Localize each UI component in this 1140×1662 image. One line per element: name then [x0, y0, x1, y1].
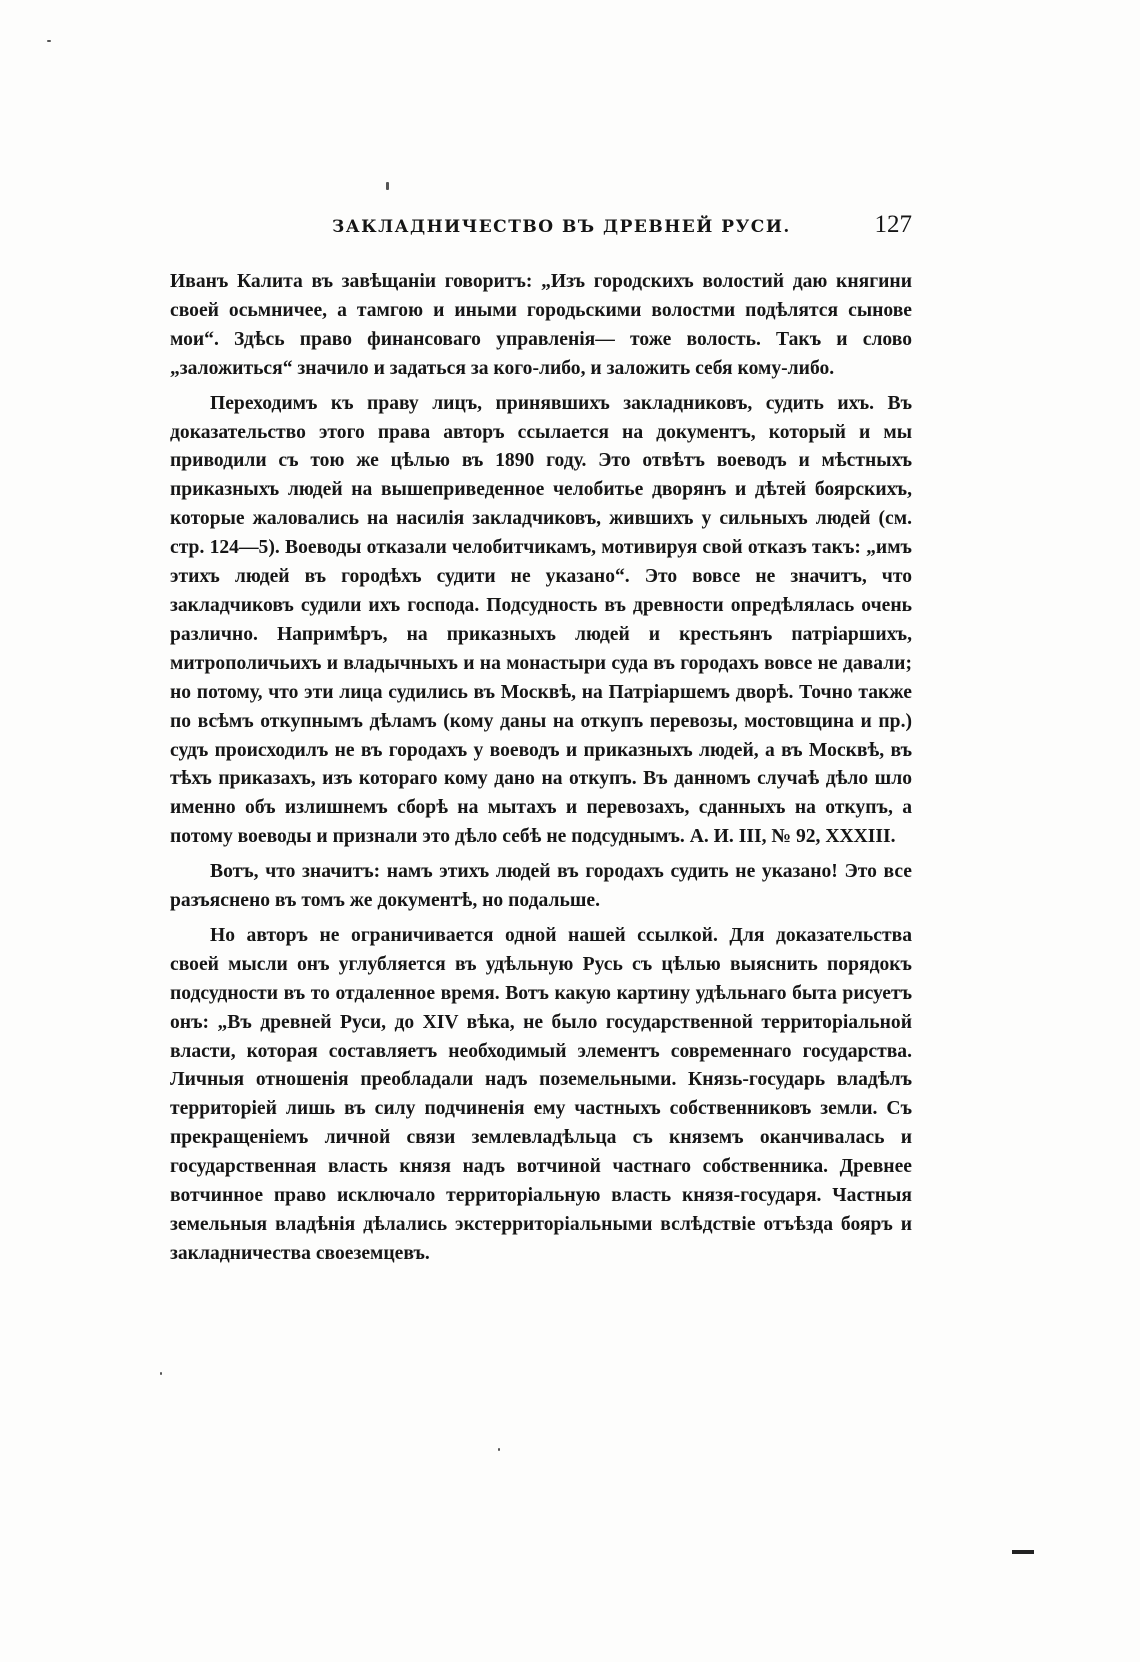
running-title: ЗАКЛАДНИЧЕСТВО ВЪ ДРЕВНЕЙ РУСИ. [332, 217, 791, 237]
print-speck [386, 182, 389, 190]
paragraph: Но авторъ не ограничивается одной нашей ссылкой. Для доказательства своей мысли онъ углубляется въ удѣльную Русь съ цѣлью выяснить порядокъ подсудности въ то отдаленное время. Вотъ какую картину удѣльнаго быта рисуетъ онъ: „Въ древней Руси, до XIV вѣка, не было государственной территоріальной власти, которая составляетъ необходимый элементъ современнаго государства. Личныя отношенія преобладали надъ поземельными. Князь-государь владѣлъ территоріей лишь въ силу подчиненія ему частныхъ собственниковъ земли. Съ прекращеніемъ личной связи землевладѣльца съ княземъ оканчивалась и государственная власть князя надъ вотчиной частнаго собственника. Древнее вотчинное право исключало территоріальную власть князя-государя. Частныя земельныя владѣнія дѣлались экстерриторіальными вслѣдствіе отъѣзда бояръ и закладничества своеземцевъ. [170, 924, 912, 1264]
paragraph: Переходимъ къ праву лицъ, принявшихъ закладниковъ, судить ихъ. Въ доказательство этого права авторъ ссылается на документъ, который и мы приводили съ тою же цѣлью въ 1890 году. Это отвѣтъ воеводъ и мѣстныхъ приказныхъ людей на вышеприведенное челобитье дворянъ и дѣтей боярскихъ, которые жаловались на насилія закладчиковъ, жившихъ у сильныхъ людей (см. стр. 124—5). Воеводы отказали челобитчикамъ, мотивируя свой отказъ такъ: „имъ этихъ людей въ городѣхъ судити не указано“. Это вовсе не значитъ, что закладчиковъ судили ихъ господа. Подсудность въ древности опредѣлялась очень различно. Напримѣръ, на приказныхъ людей и крестьянъ патріаршихъ, митрополичьихъ и владычныхъ и на монастыри суда въ городахъ вовсе не давали; но потому, что эти лица судились въ Москвѣ, на Патріаршемъ дворѣ. Точно также по всѣмъ откупнымъ дѣламъ (кому даны на откупъ перевозы, мостовщина и пр.) судъ происходилъ не въ городахъ у воеводъ и приказныхъ людей, а въ Москвѣ, въ тѣхъ приказахъ, изъ котораго кому дано на откупъ. Въ данномъ случаѣ дѣло шло именно объ излишнемъ сборѣ на мытахъ и перевозахъ, сданныхъ на откупъ, а потому воеводы и признали это дѣло себѣ не подсуднымъ. А. И. III, № 92, XXXIII. [170, 392, 912, 848]
print-speck [47, 40, 51, 42]
paragraph: Вотъ, что значитъ: намъ этихъ людей въ городахъ судить не указано! Это все разъяснено въ томъ же документѣ, но подальше. [170, 861, 912, 912]
print-speck [498, 1448, 500, 1451]
print-speck [160, 1372, 162, 1375]
page-header [332, 213, 912, 247]
body-text [170, 268, 912, 1275]
scan-edge-mark [1012, 1550, 1034, 1554]
paragraph: Иванъ Калита въ завѣщаніи говоритъ: „Изъ городскихъ волостий даю княгини своей осьмничее, а тамгою и иными городьскими волостми подѣлятся сынове мои“. Здѣсь право финансоваго управленія— тоже волость. Такъ и слово „заложиться“ значило и задаться за кого-либо, и заложить себя кому-либо. [170, 271, 912, 379]
page-number: 127 [874, 211, 912, 238]
